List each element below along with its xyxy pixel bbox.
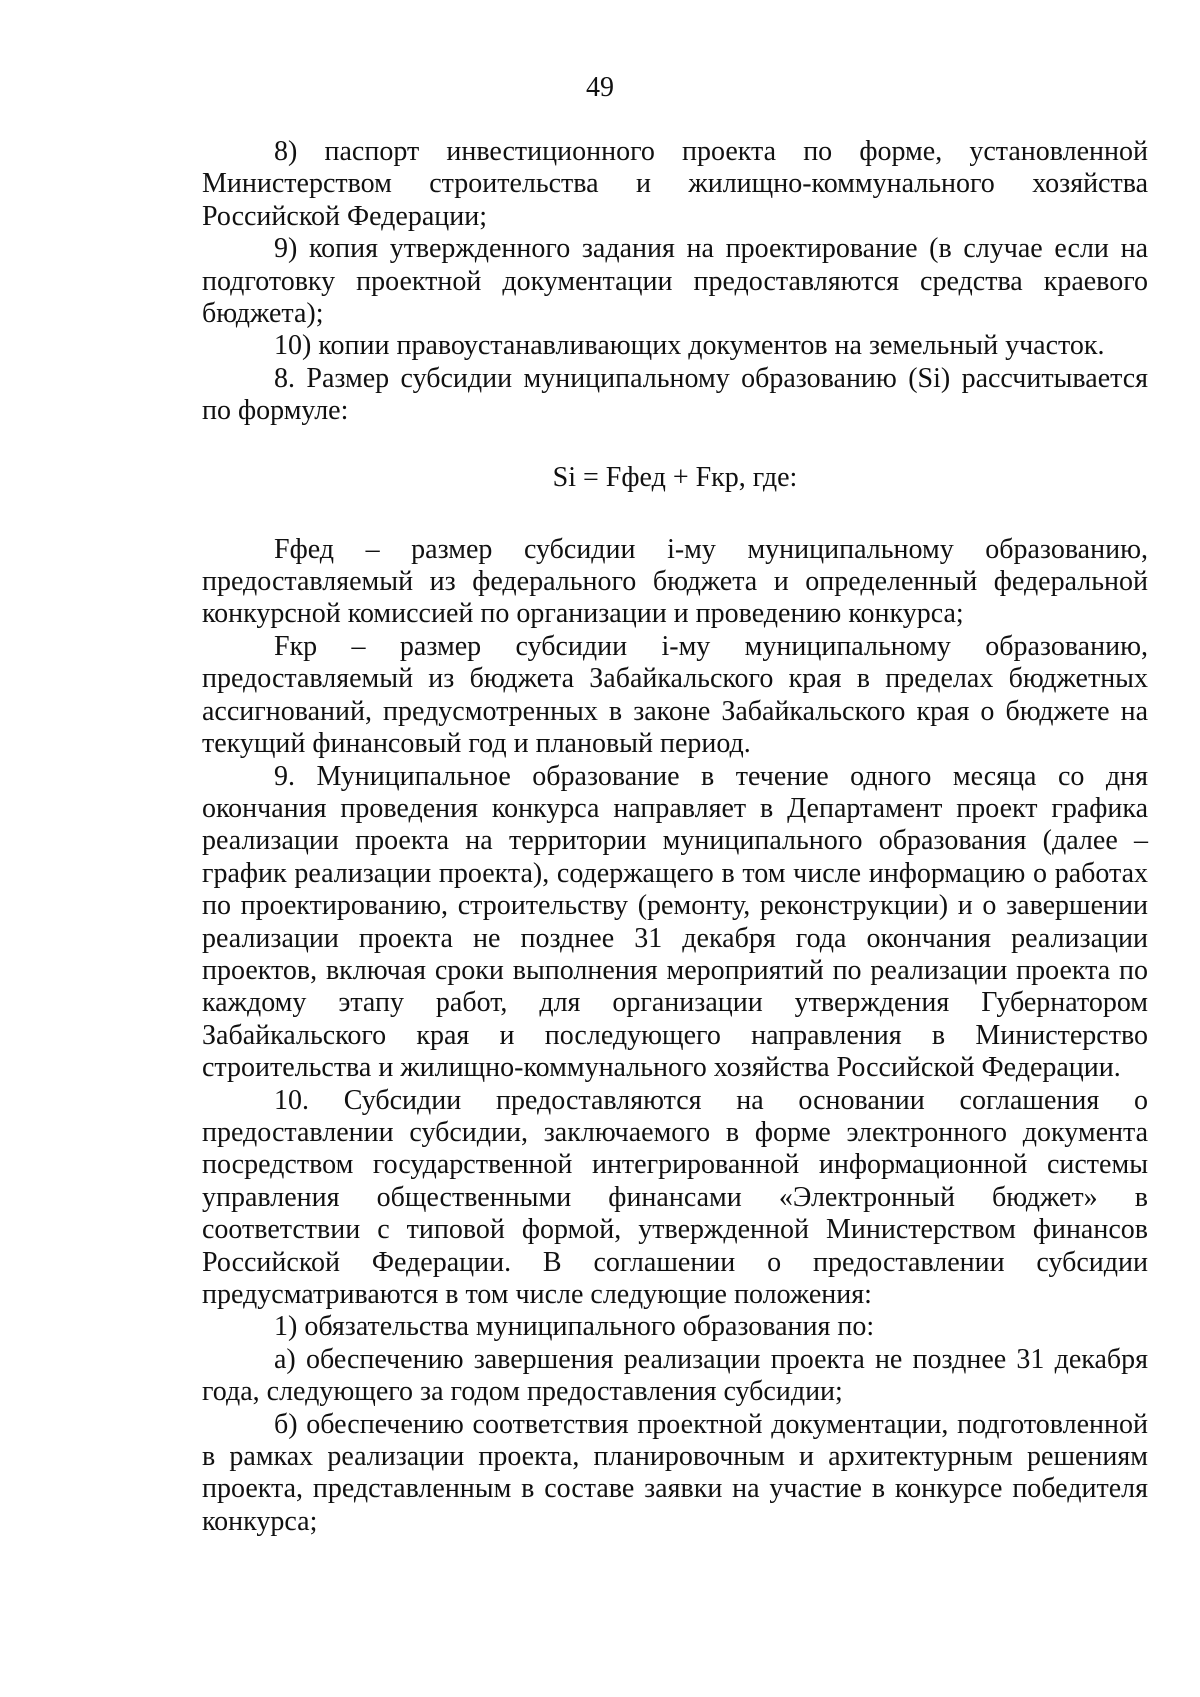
paragraph-item-9-design-task: 9) копия утвержденного задания на проектирование (в случае если на подготовку проектной документации предоставляются средства краевого бюджета); xyxy=(202,233,1148,330)
paragraph-obligations-intro: 1) обязательства муниципального образования по: xyxy=(274,1311,875,1343)
paragraph-regional-definition: Fкр – размер субсидии i-му муниципальному образованию, предоставляемый из бюджета Забайкальского края в пределах бюджетных ассигнований, предусмотренных в законе Забайкальского края о бюджете на текущий финансовый год и плановый период. xyxy=(202,630,1148,760)
paragraph-obligation-a: а) обеспечению завершения реализации проекта не позднее 31 декабря года, следующего за годом предоставления субсидии; xyxy=(202,1343,1148,1408)
paragraph-item-10-land-documents: 10) копии правоустанавливающих документов на земельный участок. xyxy=(274,330,1105,362)
paragraph-item-8-passport: 8) паспорт инвестиционного проекта по форме, установленной Министерством строительства и жилищно-коммунального хозяйства Российской Федерации; xyxy=(202,136,1148,232)
document-body xyxy=(202,136,1148,1538)
paragraph-fed-definition: Fфед – размер субсидии i-му муниципальному образованию, предоставляемый из федерального бюджета и определенный федеральной конкурсной комиссией по организации и проведению конкурса; xyxy=(202,533,1148,630)
paragraph-section-8-subsidy-size: 8. Размер субсидии муниципальному образованию (Si) рассчитывается по формуле: xyxy=(202,362,1148,427)
subsidy-formula: Si = Fфед + Fкр, где: xyxy=(552,461,798,493)
paragraph-obligation-b: б) обеспечению соответствия проектной документации, подготовленной в рамках реализации проекта, планировочным и архитектурным решениям проекта, представленным в составе заявки на участие в конкурсе победителя конкурса; xyxy=(202,1408,1148,1537)
paragraph-section-9-schedule: 9. Муниципальное образование в течение одного месяца со дня окончания проведения конкурса направляет в Департамент проект графика реализации проекта на территории муниципального образования (далее – график реализации проекта), содержащего в том числе информацию о работах по проектированию, строительству (ремонту, реконструкции) и о завершении реализации проекта не позднее 31 декабря года окончания реализации проектов, включая сроки выполнения мероприятий по реализации проекта по каждому этапу работ, для организации утверждения Губернатором Забайкальского края и последующего направления в Министерство строительства и жилищно-коммунального хозяйства Российской Федерации. xyxy=(202,760,1148,1084)
paragraph-section-10-agreement: 10. Субсидии предоставляются на основании соглашения о предоставлении субсидии, заключаемого в форме электронного документа посредством государственной интегрированной информационной системы управления общественными финансами «Электронный бюджет» в соответствии с типовой формой, утвержденной Министерством финансов Российской Федерации. В соглашении о предоставлении субсидии предусматриваются в том числе следующие положения: xyxy=(202,1084,1148,1310)
page-number: 49 xyxy=(586,72,614,103)
